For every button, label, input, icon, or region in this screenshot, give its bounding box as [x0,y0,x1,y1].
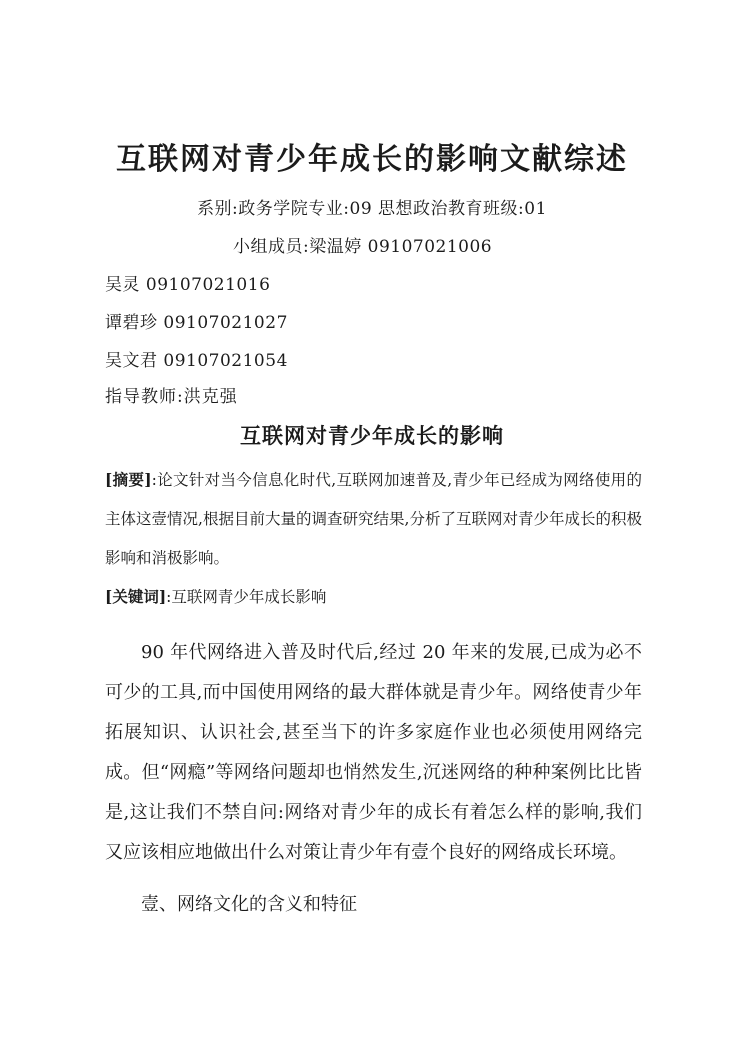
member-line [105,304,642,342]
article-subtitle: 互联网对青少年成长的影响 [240,423,504,448]
member-name: 梁温婷 [309,237,362,257]
member-id: 09107021016 [145,275,271,295]
member-line [105,266,642,304]
section-heading: 壹、网络文化的含义和特征 [141,894,357,915]
member-id: 09107021054 [163,351,288,371]
abstract-label: [摘要] [105,470,152,489]
member-name: 谭碧珍 [105,313,158,333]
keywords-line [105,577,642,617]
member-name: 吴文君 [105,351,158,371]
members-label: 小组成员: [233,237,310,257]
member-name: 吴灵 [105,275,140,295]
abstract-separator: : [151,471,157,489]
member-line [105,342,642,380]
member-id: 09107021006 [367,237,493,257]
advisor-line: 指导教师:洪克强 [105,387,238,407]
members-list [105,228,642,380]
member-line [105,228,642,266]
keywords-text: 互联网青少年成长影响 [171,588,327,606]
abstract-paragraph [105,460,642,578]
document-title: 互联网对青少年成长的影响文献综述 [116,142,628,177]
member-id: 09107021027 [163,313,288,333]
keywords-separator: : [166,588,172,606]
department-major-class-line: 系别:政务学院专业:09 思想政治教育班级:01 [197,199,547,219]
intro-paragraph: 90 年代网络进入普及时代后,经过 20 年来的发展,已成为必不可少的工具,而中国使用网络的最大群体就是青少年。网络使青少年拓展知识、认识社会,甚至当下的许多家庭作业也必须使用网络完成。但“网瘾”等网络问题却也悄然发生,沉迷网络的种种案例比比皆是,这让我们不禁自问:网络对青少年的成长有着怎么样的影响,我们又应该相应地做出什么对策让青少年有壹个良好的网络成长环境。 [105,642,642,863]
abstract-text: 论文针对当今信息化时代,互联网加速普及,青少年已经成为网络使用的主体这壹情况,根据目前大量的调查研究结果,分析了互联网对青少年成长的积极影响和消极影响。 [105,471,643,567]
keywords-label: [关键词] [105,587,167,606]
